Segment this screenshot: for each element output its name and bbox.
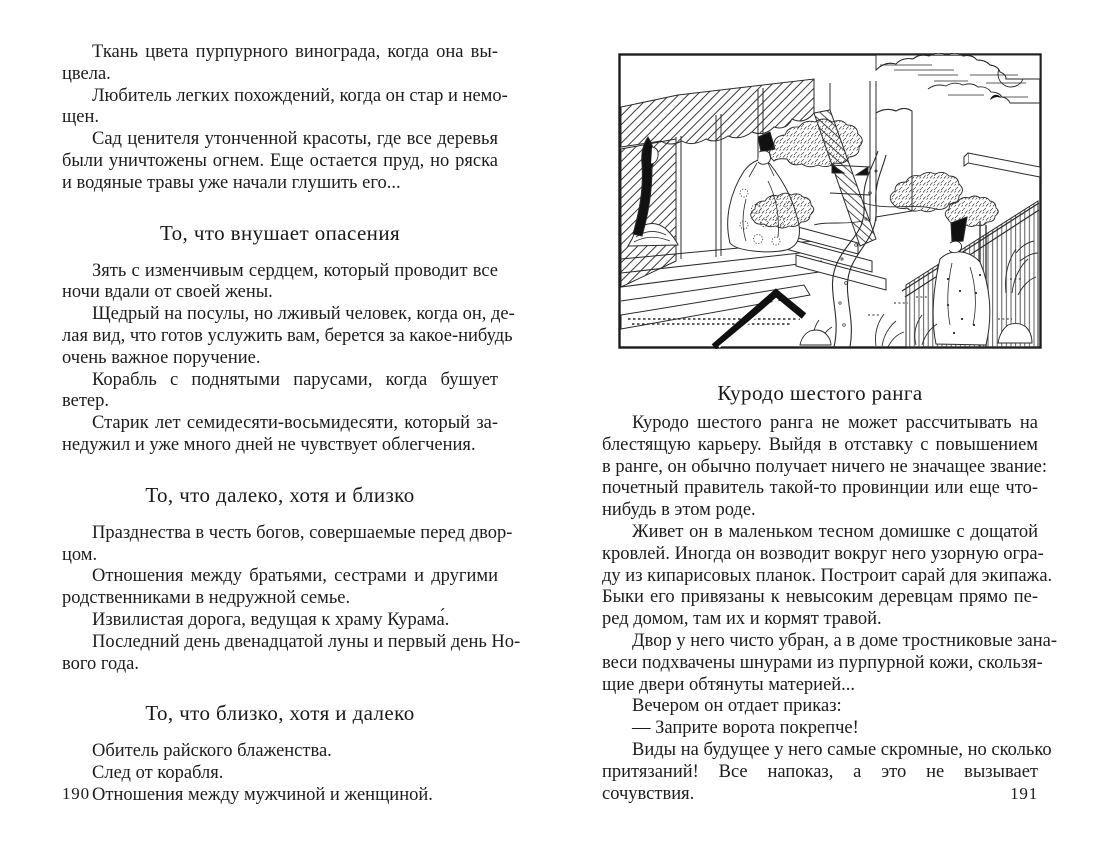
paragraph: [62, 522, 513, 567]
section-heading: Куродо шестого ранга: [717, 381, 923, 405]
page-number-right: 191: [1010, 784, 1038, 803]
text-line: Ткань цвета пурпурного винограда, когда она вы-: [92, 42, 498, 62]
paragraph: [62, 42, 498, 86]
text-line: Извилистая дорога, ведущая к храму Курама́.: [92, 609, 450, 630]
paragraph: [602, 739, 1052, 805]
text-line: блестящую карьеру. Выйдя в отставку с повышением: [602, 434, 1038, 455]
text-line: кровлей. Иногда он возводит вокруг него узорную огра-: [602, 543, 1044, 564]
text-line: Старик лет семидесяти-восьмидесяти, который за-: [92, 413, 498, 434]
paragraph: [602, 630, 1058, 696]
text-line: недужил и уже много дней не чувствует облегчения.: [62, 434, 476, 455]
text-line: Сад ценителя утонченной красоты, где все деревья: [92, 129, 498, 150]
paragraph: [62, 261, 498, 305]
paragraph: [602, 718, 1038, 740]
right-page: [602, 44, 1058, 805]
text-line: — Заприте ворота покрепче!: [632, 718, 859, 739]
text-line: щен.: [62, 107, 99, 128]
text-line: притязаний! Все напоказ, а это не вызывает сочувствия.: [602, 761, 1038, 804]
text-line: очень важное поручение.: [62, 347, 261, 368]
paragraph: [62, 763, 498, 785]
text-line: ред домом, там их и кормят травой.: [602, 609, 882, 630]
text-line: Празднества в честь богов, совершаемые перед двор-: [92, 522, 513, 543]
text-line: ночи вдали от своей жены.: [62, 282, 273, 303]
section-heading: То, что внушает опасения: [159, 220, 401, 245]
paragraph: [62, 85, 508, 130]
text-line: были уничтожены огнем. Еще остается пруд, но ряска: [62, 150, 498, 171]
text-line: лая вид, что готов услужить вам, берется за какое-нибудь: [62, 325, 513, 346]
text-line: Обитель райского блаженства.: [92, 741, 332, 762]
text-line: Отношения между братьями, сестрами и другими: [92, 566, 498, 587]
text-line: цом.: [62, 544, 98, 565]
paragraph: [62, 566, 498, 610]
paragraph: [62, 631, 521, 676]
text-line: След от корабля.: [92, 763, 224, 784]
text-line: вого года.: [62, 653, 139, 674]
paragraph: [602, 521, 1053, 631]
illustration: [618, 53, 1042, 349]
text-line: щие двери обтянуты материей...: [602, 674, 856, 695]
paragraph: [602, 413, 1048, 522]
paragraph: [62, 370, 498, 414]
text-line: почетный правитель такой-то провинции или еще что-: [602, 478, 1038, 499]
text-line: нибудь в этом роде.: [602, 500, 756, 521]
text-line: в ранге, он обычно получает ничего не значащее звание:: [602, 456, 1048, 477]
text-line: Куродо шестого ранга не может рассчитывать на: [632, 413, 1038, 433]
text-line: Корабль с поднятыми парусами, когда бушует ветер.: [62, 369, 498, 412]
text-line: Зять с изменчивым сердцем, который проводит все: [92, 260, 498, 281]
text-line: цвела.: [62, 63, 111, 84]
text-line: Вечером он отдает приказ:: [632, 696, 842, 717]
illustration-svg: [618, 53, 1042, 349]
text-line: Двор у него чисто убран, а в доме тростниковые зана-: [632, 630, 1058, 651]
paragraph: [62, 741, 498, 763]
paragraph: [62, 413, 498, 457]
paragraph: [62, 610, 498, 632]
text-line: ду из кипарисовых планок. Построит сарай для экипажа.: [602, 565, 1053, 586]
left-page: [62, 42, 521, 807]
text-line: Последний день двенадцатой луны и первый день Но-: [92, 631, 521, 652]
text-line: Щедрый на посулы, но лживый человек, когда он, де-: [92, 304, 515, 325]
paragraph: [62, 304, 515, 369]
text-line: Быки его привязаны к невысоким деревцам прямо пе-: [602, 587, 1038, 608]
text-line: веси подхвачены шнурами из пурпурной кожи, скользя-: [602, 652, 1043, 673]
section-heading: То, что близко, хотя и далеко: [145, 701, 415, 726]
text-line: Виды на будущее у него самые скромные, но сколько: [632, 739, 1052, 760]
paragraph: [62, 129, 498, 194]
section-heading: То, что далеко, хотя и близко: [145, 482, 415, 507]
page-number-left: 190: [62, 784, 90, 803]
paragraph: [62, 785, 498, 807]
text-line: и водяные травы уже начали глушить его...: [62, 172, 401, 193]
paragraph: [602, 696, 1038, 718]
text-line: Отношения между мужчиной и женщиной.: [92, 784, 433, 805]
text-line: Живет он в маленьком тесном домишке с дощатой: [632, 521, 1038, 542]
text-line: Любитель легких похождений, когда он стар и немо-: [92, 85, 508, 106]
text-line: родственниками в недружной семье.: [62, 588, 351, 609]
